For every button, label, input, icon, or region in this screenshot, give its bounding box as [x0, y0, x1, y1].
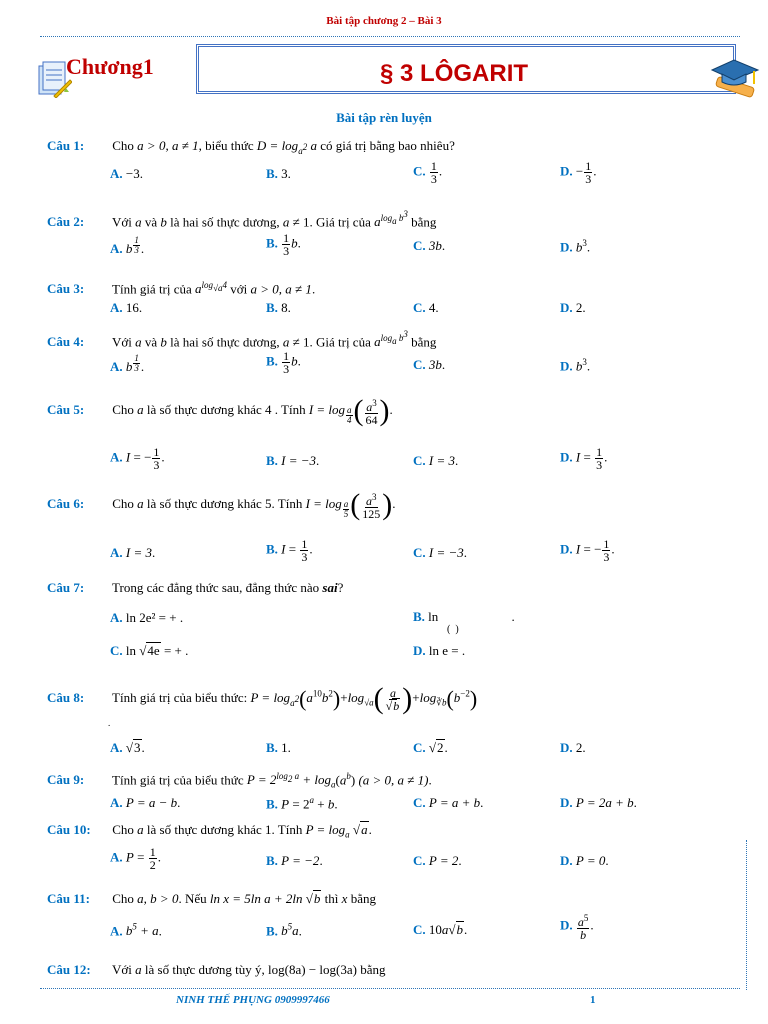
question-8: Câu 8: Tính giá trị của biểu thức: $P = \log_{a^2}(a^{10}b^2)+\log_{√a}$( $\frac{a}{√b}$ )$+\log_{∛b}(b^{-2})$ — [47, 682, 478, 715]
answer-option[interactable]: A. −3. — [110, 166, 143, 181]
question-5: Câu 5: Cho a là số thực dương khác 4 . Tính I = log $_{\frac{a}{4}}$ ( $\frac{a^3}{64}$ ). — [47, 394, 393, 427]
answer-option[interactable]: D. ln e = . — [413, 643, 466, 658]
answer-option[interactable]: D. $b^3$. — [560, 357, 591, 374]
answer-option[interactable]: C. P = 2. — [413, 853, 462, 868]
answer-option[interactable]: A. I = − $\frac{1}{3}$ . — [110, 445, 165, 472]
answer-option[interactable]: C. I = −3. — [413, 545, 468, 560]
question-label: Câu 5: — [47, 401, 85, 417]
answer-option[interactable]: D. $\frac{a^5}{b}$ . — [560, 913, 594, 942]
footer-author: NINH THẾ PHỤNG 0909997466 — [176, 994, 330, 1006]
answer-option[interactable]: A. √3. — [110, 740, 145, 755]
page-title: § 3 LÔGARIT — [380, 60, 529, 87]
question-label: Câu 6: — [47, 495, 85, 511]
answer-option[interactable]: B. $\frac{1}{3}$ b. — [266, 231, 301, 258]
graduation-cap-icon — [708, 56, 760, 102]
answer-option[interactable]: C. 3b. — [413, 238, 446, 253]
answer-option[interactable]: B. 1. — [266, 740, 291, 755]
answer-option[interactable]: A. P = $\frac{1}{2}$ . — [110, 845, 161, 872]
answer-option[interactable]: A. I = 3. — [110, 545, 156, 560]
answer-option[interactable]: C. I = 3. — [413, 453, 459, 468]
math-expression: a > 0, a ≠ 1 — [137, 138, 199, 153]
answer-option[interactable]: D. I = − $\frac{1}{3}$ . — [560, 537, 615, 564]
question-9: Câu 9: Tính giá trị của biểu thức $P = 2^{log_2 a} + \log_a(a^b) (a > 0$, a ≠ 1). — [47, 771, 432, 790]
answer-option[interactable]: D. 2. — [560, 740, 586, 755]
question-label: Câu 4: — [47, 334, 85, 350]
question-1: Câu 1: Cho a > 0, a ≠ 1, biểu thức $D = \log_{a^2} a$ có giá trị bằng bao nhiêu? — [47, 138, 455, 156]
answer-option[interactable]: B. 8. — [266, 300, 291, 315]
answer-option[interactable]: D. 2. — [560, 300, 586, 315]
page-number: 1 — [590, 994, 596, 1006]
question-10: Câu 10: Cho a là số thực dương khác 1. Tính $P = \log_a √a$. — [47, 822, 372, 840]
answer-option[interactable]: D. I = $\frac{1}{3}$ . — [560, 445, 608, 472]
answer-option[interactable]: A. ln 2e² = + . — [110, 610, 184, 625]
answer-option[interactable]: B. $\frac{1}{3}$ b. — [266, 349, 301, 376]
question-11: Câu 11: Cho a, b > 0. Nếu ln x = 5ln a + 2ln √b thì x bằng — [47, 891, 376, 906]
question-2: Câu 2: Với a và b là hai số thực dương, a ≠ 1. Giá trị của $a^{log_a b^3}$ bằng — [47, 209, 437, 230]
question-label: Câu 1: — [47, 138, 85, 153]
question-label: Câu 3: — [47, 281, 85, 297]
answer-option[interactable]: B. 3. — [266, 166, 291, 181]
answer-option[interactable]: C. 3b. — [413, 357, 446, 372]
answer-option[interactable]: C. P = a + b. — [413, 795, 484, 810]
answer-option[interactable]: B. I = $\frac{1}{3}$ . — [266, 537, 313, 564]
question-label: Câu 8: — [47, 689, 85, 705]
math-expression: $D = \log_{a^2} a$ — [256, 138, 317, 156]
math-fragment: ( ) — [447, 624, 459, 635]
section-title: Bài tập rèn luyện — [336, 110, 432, 125]
question-label: Câu 10: — [47, 822, 91, 837]
question-3: Câu 3: Tính giá trị của $a^{log_{√a}4}$ với a > 0, a ≠ 1. — [47, 280, 316, 297]
question-label: Câu 11: — [47, 891, 90, 906]
answer-option[interactable]: B. P = −2. — [266, 853, 323, 868]
answer-option[interactable]: B. $b^5a$. — [266, 922, 302, 939]
document-header: Bài tập chương 2 – Bài 3 — [326, 15, 442, 27]
answer-option[interactable]: D. P = 0. — [560, 853, 609, 868]
answer-option[interactable]: A. P = a − b. — [110, 795, 181, 810]
question-6: Câu 6: Cho a là số thực dương khác 5. Tính I = log $_{\frac{a}{5}}$ ( $\frac{a^3}{125}$ ). — [47, 488, 396, 521]
chapter-label: Chương1 — [66, 54, 154, 79]
answer-option[interactable]: A. $b^5 + a$. — [110, 922, 162, 939]
answer-option[interactable]: C. √2. — [413, 740, 448, 755]
answer-option[interactable]: B. ln . — [413, 609, 515, 624]
answer-option[interactable]: A. b $^{\frac{1}{3}}$ . — [110, 353, 145, 374]
question-4: Câu 4: Với a và b là hai số thực dương, a ≠ 1. Giá trị của $a^{log_a b^3}$ bằng — [47, 329, 437, 350]
question-7: Câu 7: Trong các đẳng thức sau, đẳng thức nào sai? — [47, 580, 344, 595]
answer-option[interactable]: A. 16. — [110, 300, 143, 315]
margin-line — [746, 840, 747, 990]
answer-option[interactable]: C. 4. — [413, 300, 439, 315]
answer-option[interactable]: D. − $\frac{1}{3}$ . — [560, 159, 597, 186]
question-label: Câu 12: — [47, 962, 91, 977]
question-label: Câu 2: — [47, 214, 85, 230]
answer-option[interactable]: A. b $^{\frac{1}{3}}$ . — [110, 235, 145, 256]
question-12: Câu 12: Với a là số thực dương tùy ý, log(8a) − log(3a) bằng — [47, 962, 386, 977]
question-label: Câu 7: — [47, 580, 85, 595]
punctuation: . — [108, 718, 111, 728]
answer-option[interactable]: D. P = 2a + b. — [560, 795, 637, 810]
answer-option[interactable]: C. ln √4e = + . — [110, 643, 189, 658]
question-label: Câu 9: — [47, 772, 85, 788]
answer-option[interactable]: D. $b^3$. — [560, 238, 591, 255]
answer-option[interactable]: B. I = −3. — [266, 453, 320, 468]
footer-divider — [40, 988, 740, 989]
answer-option[interactable]: C. $\frac{1}{3}$ . — [413, 159, 443, 186]
answer-option[interactable]: B. $P = 2^a + b$. — [266, 795, 338, 812]
header-divider — [40, 36, 740, 37]
answer-option[interactable]: C. 10a√b. — [413, 922, 468, 937]
